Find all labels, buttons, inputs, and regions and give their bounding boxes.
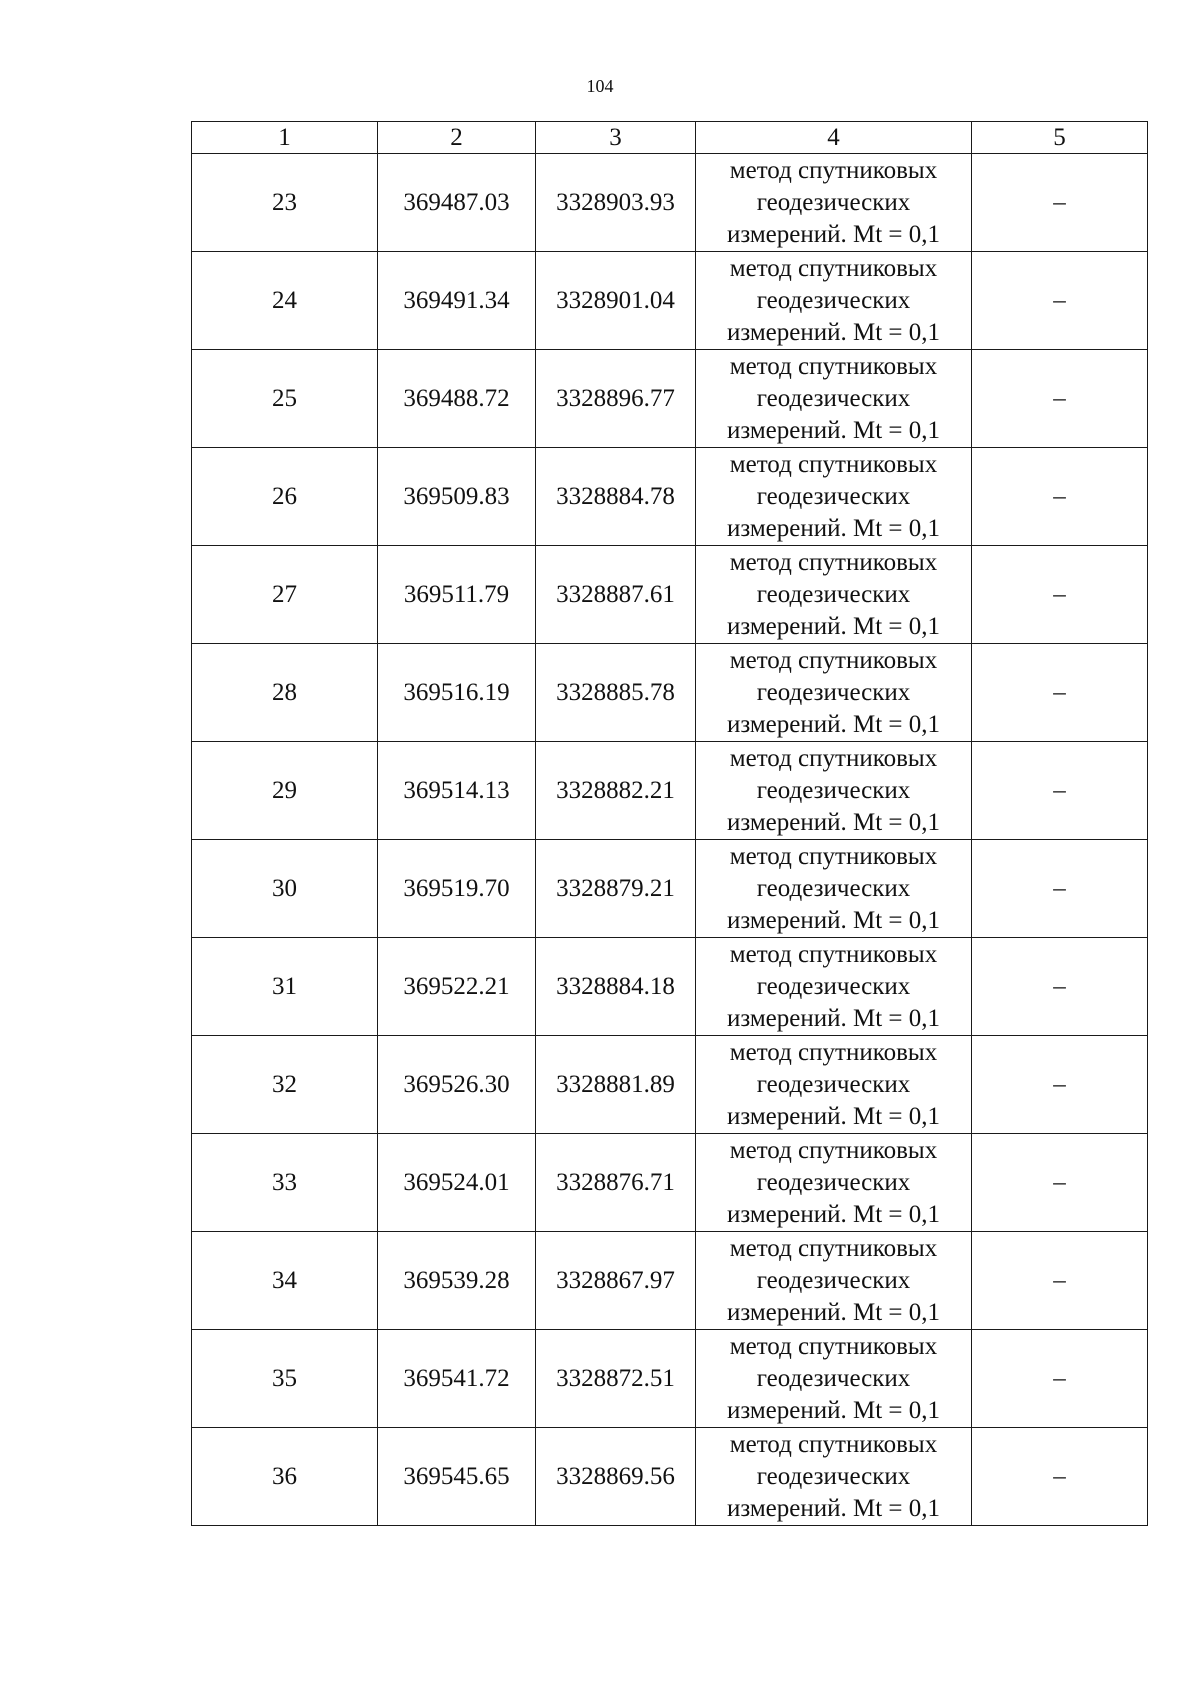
method-line: измерений. Mt = 0,1 xyxy=(726,1298,941,1326)
method-line: измерений. Mt = 0,1 xyxy=(726,416,941,444)
x-coordinate-cell: 369514.13 xyxy=(378,742,536,840)
y-coordinate-cell: 3328872.51 xyxy=(536,1330,696,1428)
note-cell: – xyxy=(972,448,1148,546)
x-coordinate-cell: 369541.72 xyxy=(378,1330,536,1428)
point-number-cell: 24 xyxy=(192,252,378,350)
x-coordinate-cell: 369524.01 xyxy=(378,1134,536,1232)
method-line: геодезических xyxy=(756,1266,911,1294)
point-number-cell: 27 xyxy=(192,546,378,644)
note-cell: – xyxy=(972,742,1148,840)
method-line: геодезических xyxy=(756,972,911,1000)
table-row xyxy=(192,154,1148,252)
note-cell: – xyxy=(972,1428,1148,1526)
y-coordinate-cell: 3328879.21 xyxy=(536,840,696,938)
method-line: геодезических xyxy=(756,1364,911,1392)
table-row xyxy=(192,644,1148,742)
method-line: метод спутниковых xyxy=(729,646,938,674)
note-cell: – xyxy=(972,1134,1148,1232)
note-cell: – xyxy=(972,350,1148,448)
x-coordinate-cell: 369491.34 xyxy=(378,252,536,350)
y-coordinate-cell: 3328884.18 xyxy=(536,938,696,1036)
note-cell: – xyxy=(972,252,1148,350)
y-coordinate-cell: 3328881.89 xyxy=(536,1036,696,1134)
point-number-cell: 30 xyxy=(192,840,378,938)
method-line: метод спутниковых xyxy=(729,1332,938,1360)
method-line: метод спутниковых xyxy=(729,548,938,576)
y-coordinate-cell: 3328885.78 xyxy=(536,644,696,742)
method-line: измерений. Mt = 0,1 xyxy=(726,906,941,934)
header-cell-5: 5 xyxy=(972,122,1148,154)
note-cell: – xyxy=(972,1330,1148,1428)
method-line: геодезических xyxy=(756,482,911,510)
method-cell xyxy=(696,938,972,1036)
method-line: геодезических xyxy=(756,1462,911,1490)
point-number-cell: 33 xyxy=(192,1134,378,1232)
method-line: измерений. Mt = 0,1 xyxy=(726,220,941,248)
method-line: метод спутниковых xyxy=(729,1038,938,1066)
method-line: измерений. Mt = 0,1 xyxy=(726,1396,941,1424)
x-coordinate-cell: 369511.79 xyxy=(378,546,536,644)
method-line: геодезических xyxy=(756,776,911,804)
y-coordinate-cell: 3328903.93 xyxy=(536,154,696,252)
point-number-cell: 31 xyxy=(192,938,378,1036)
table-header xyxy=(192,122,1148,154)
note-cell: – xyxy=(972,1232,1148,1330)
table-row xyxy=(192,448,1148,546)
method-line: измерений. Mt = 0,1 xyxy=(726,808,941,836)
point-number-cell: 34 xyxy=(192,1232,378,1330)
method-cell xyxy=(696,448,972,546)
method-cell xyxy=(696,644,972,742)
note-cell: – xyxy=(972,154,1148,252)
method-cell xyxy=(696,1232,972,1330)
method-line: измерений. Mt = 0,1 xyxy=(726,1494,941,1522)
x-coordinate-cell: 369509.83 xyxy=(378,448,536,546)
page-number: 104 xyxy=(586,76,614,96)
y-coordinate-cell: 3328882.21 xyxy=(536,742,696,840)
method-line: измерений. Mt = 0,1 xyxy=(726,318,941,346)
method-cell xyxy=(696,546,972,644)
method-cell xyxy=(696,742,972,840)
header-row xyxy=(192,122,1148,154)
y-coordinate-cell: 3328869.56 xyxy=(536,1428,696,1526)
y-coordinate-cell: 3328887.61 xyxy=(536,546,696,644)
header-cell-2: 2 xyxy=(378,122,536,154)
y-coordinate-cell: 3328896.77 xyxy=(536,350,696,448)
method-line: измерений. Mt = 0,1 xyxy=(726,710,941,738)
method-line: геодезических xyxy=(756,678,911,706)
method-line: метод спутниковых xyxy=(729,450,938,478)
point-number-cell: 26 xyxy=(192,448,378,546)
method-line: метод спутниковых xyxy=(729,940,938,968)
table-row xyxy=(192,840,1148,938)
table-row xyxy=(192,350,1148,448)
table-row xyxy=(192,1036,1148,1134)
method-line: метод спутниковых xyxy=(729,352,938,380)
method-line: геодезических xyxy=(756,384,911,412)
table-row xyxy=(192,742,1148,840)
method-line: геодезических xyxy=(756,874,911,902)
table-row xyxy=(192,1134,1148,1232)
table-row xyxy=(192,252,1148,350)
point-number-cell: 32 xyxy=(192,1036,378,1134)
header-cell-3: 3 xyxy=(536,122,696,154)
point-number-cell: 35 xyxy=(192,1330,378,1428)
header-cell-4: 4 xyxy=(696,122,972,154)
note-cell: – xyxy=(972,840,1148,938)
method-line: метод спутниковых xyxy=(729,1136,938,1164)
method-cell xyxy=(696,252,972,350)
table-row xyxy=(192,1330,1148,1428)
method-line: измерений. Mt = 0,1 xyxy=(726,612,941,640)
method-line: геодезических xyxy=(756,188,911,216)
method-line: геодезических xyxy=(756,1070,911,1098)
method-line: геодезических xyxy=(756,1168,911,1196)
method-line: метод спутниковых xyxy=(729,1234,938,1262)
x-coordinate-cell: 369519.70 xyxy=(378,840,536,938)
x-coordinate-cell: 369516.19 xyxy=(378,644,536,742)
point-number-cell: 25 xyxy=(192,350,378,448)
method-cell xyxy=(696,1428,972,1526)
method-line: измерений. Mt = 0,1 xyxy=(726,514,941,542)
coordinates-table xyxy=(191,121,1148,1526)
x-coordinate-cell: 369526.30 xyxy=(378,1036,536,1134)
x-coordinate-cell: 369487.03 xyxy=(378,154,536,252)
note-cell: – xyxy=(972,546,1148,644)
method-cell xyxy=(696,1134,972,1232)
method-cell xyxy=(696,350,972,448)
point-number-cell: 28 xyxy=(192,644,378,742)
table-row xyxy=(192,1232,1148,1330)
y-coordinate-cell: 3328884.78 xyxy=(536,448,696,546)
method-line: метод спутниковых xyxy=(729,842,938,870)
x-coordinate-cell: 369522.21 xyxy=(378,938,536,1036)
y-coordinate-cell: 3328901.04 xyxy=(536,252,696,350)
note-cell: – xyxy=(972,644,1148,742)
note-cell: – xyxy=(972,1036,1148,1134)
method-line: измерений. Mt = 0,1 xyxy=(726,1200,941,1228)
method-cell xyxy=(696,840,972,938)
method-cell xyxy=(696,1330,972,1428)
header-cell-1: 1 xyxy=(192,122,378,154)
table-body xyxy=(192,154,1148,1526)
table-row xyxy=(192,938,1148,1036)
method-line: измерений. Mt = 0,1 xyxy=(726,1004,941,1032)
method-line: метод спутниковых xyxy=(729,1430,938,1458)
point-number-cell: 29 xyxy=(192,742,378,840)
method-line: измерений. Mt = 0,1 xyxy=(726,1102,941,1130)
method-line: метод спутниковых xyxy=(729,254,938,282)
note-cell: – xyxy=(972,938,1148,1036)
y-coordinate-cell: 3328867.97 xyxy=(536,1232,696,1330)
method-cell xyxy=(696,154,972,252)
table-row xyxy=(192,546,1148,644)
x-coordinate-cell: 369545.65 xyxy=(378,1428,536,1526)
y-coordinate-cell: 3328876.71 xyxy=(536,1134,696,1232)
x-coordinate-cell: 369539.28 xyxy=(378,1232,536,1330)
point-number-cell: 23 xyxy=(192,154,378,252)
method-cell xyxy=(696,1036,972,1134)
method-line: геодезических xyxy=(756,580,911,608)
point-number-cell: 36 xyxy=(192,1428,378,1526)
table-row xyxy=(192,1428,1148,1526)
method-line: метод спутниковых xyxy=(729,744,938,772)
x-coordinate-cell: 369488.72 xyxy=(378,350,536,448)
method-line: метод спутниковых xyxy=(729,156,938,184)
method-line: геодезических xyxy=(756,286,911,314)
